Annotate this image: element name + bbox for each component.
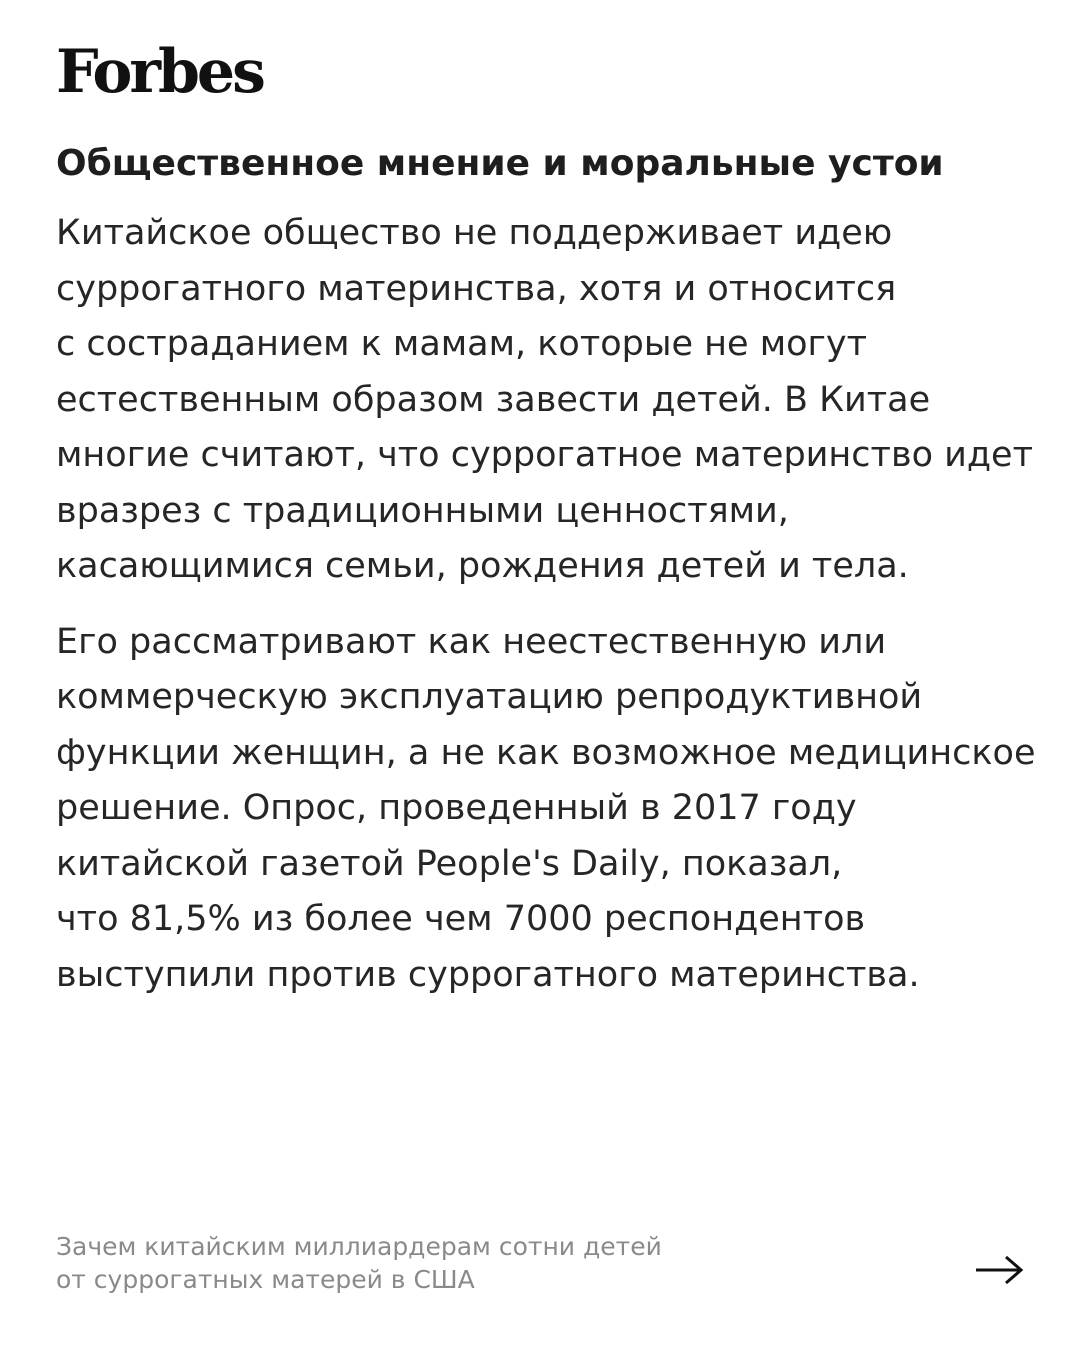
related-article-link[interactable]: Зачем китайским миллиардерам сотни детей от суррогатных матерей в США: [56, 1232, 662, 1294]
arrow-right-icon[interactable]: [976, 1252, 1024, 1288]
article-paragraph-2: Его рассматривают как неестественную или коммерческую эксплуатацию репродуктивной функции женщин, а не как возможное медицинское решение. Опрос, проведенный в 2017 году китайской газетой People's Daily, показал, что 81,5% из более чем 7000 респондентов выступили против суррогатного материнства.: [56, 621, 1036, 995]
forbes-logo: Forbes: [56, 37, 263, 107]
related-article-footer[interactable]: [56, 1230, 1016, 1300]
article-heading: Общественное мнение и моральные устои: [56, 143, 944, 184]
article-paragraph-1: Китайское общество не поддерживает идею суррогатного материнства, хотя и относится с состраданием к мамам, которые не могут естественным образом завести детей. В Китае многие считают, что суррогатное материнство идет вразрез с традиционными ценностями, касающимися семьи, рождения детей и тела.: [56, 213, 1033, 586]
article-body: [56, 206, 1041, 1023]
